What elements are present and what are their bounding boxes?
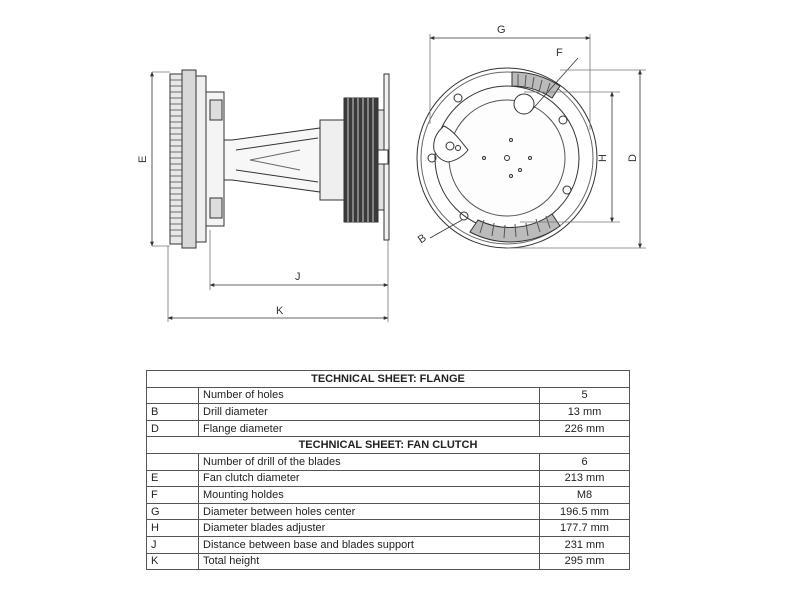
row-description: Flange diameter — [199, 420, 540, 437]
row-value: 13 mm — [540, 404, 630, 421]
fan-clutch-title: TECHNICAL SHEET: FAN CLUTCH — [147, 437, 630, 454]
table-row — [147, 453, 630, 470]
technical-sheet-table — [146, 370, 630, 570]
table-row — [147, 387, 630, 404]
row-value: 177.7 mm — [540, 520, 630, 537]
table-row — [147, 520, 630, 537]
dimension-label-e: E — [137, 155, 149, 163]
row-description: Number of holes — [199, 387, 540, 404]
flange-section-header — [147, 371, 630, 388]
row-value: 196.5 mm — [540, 503, 630, 520]
table-row — [147, 470, 630, 487]
dimension-label-h: H — [597, 154, 609, 162]
row-code: B — [147, 404, 199, 421]
table-row — [147, 420, 630, 437]
dimension-label-g: G — [497, 24, 506, 36]
row-code: F — [147, 487, 199, 504]
row-code: J — [147, 536, 199, 553]
row-code: H — [147, 520, 199, 537]
dimension-label-d: D — [627, 154, 639, 162]
row-description: Diameter blades adjuster — [199, 520, 540, 537]
table-row — [147, 536, 630, 553]
row-description: Total height — [199, 553, 540, 570]
table-row — [147, 553, 630, 570]
side-view — [170, 70, 389, 248]
row-code: K — [147, 553, 199, 570]
dimension-label-k: K — [276, 305, 284, 317]
row-code: G — [147, 503, 199, 520]
row-value: 213 mm — [540, 470, 630, 487]
row-description: Mounting holdes — [199, 487, 540, 504]
row-value: 231 mm — [540, 536, 630, 553]
row-description: Drill diameter — [199, 404, 540, 421]
row-code: E — [147, 470, 199, 487]
dimension-label-j: J — [295, 271, 301, 283]
clutch-shaft — [224, 128, 320, 192]
row-code — [147, 387, 199, 404]
row-description: Number of drill of the blades — [199, 453, 540, 470]
dimension-label-f: F — [556, 47, 563, 59]
row-description: Diameter between holes center — [199, 503, 540, 520]
row-value: 295 mm — [540, 553, 630, 570]
row-value: 5 — [540, 387, 630, 404]
table-row — [147, 503, 630, 520]
row-code: D — [147, 420, 199, 437]
table-row — [147, 404, 630, 421]
fan-clutch-fins — [170, 70, 224, 248]
row-code — [147, 453, 199, 470]
flange-title: TECHNICAL SHEET: FLANGE — [147, 371, 630, 388]
front-view — [417, 68, 597, 248]
row-value: 226 mm — [540, 420, 630, 437]
row-value: M8 — [540, 487, 630, 504]
dimension-label-b: B — [415, 231, 429, 247]
row-description: Distance between base and blades support — [199, 536, 540, 553]
row-value: 6 — [540, 453, 630, 470]
row-description: Fan clutch diameter — [199, 470, 540, 487]
table-row — [147, 487, 630, 504]
pulley — [320, 74, 389, 240]
fan-clutch-section-header — [147, 437, 630, 454]
